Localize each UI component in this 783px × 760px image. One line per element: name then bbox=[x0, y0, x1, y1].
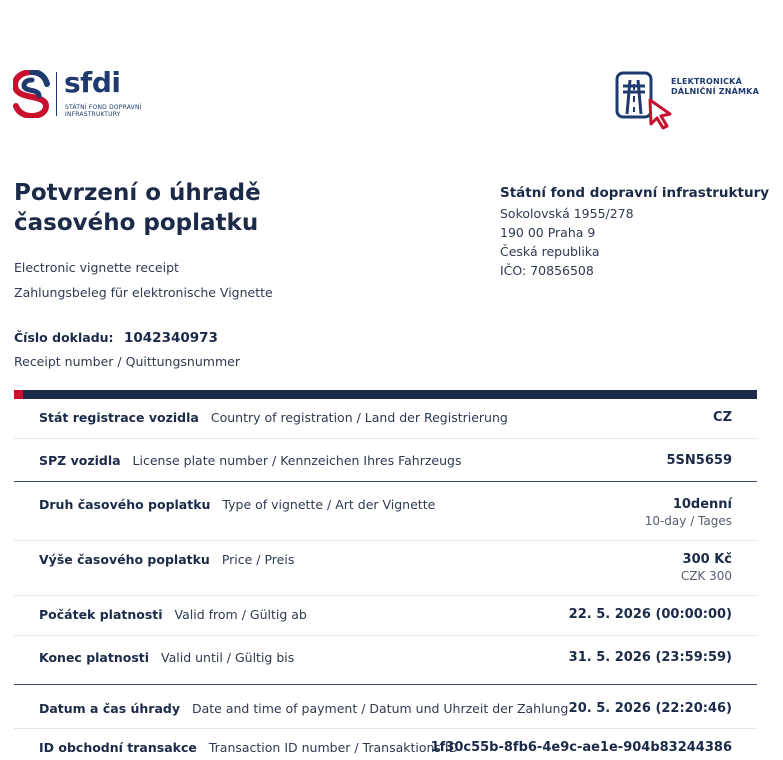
header-band-accent bbox=[14, 390, 23, 399]
row-divider bbox=[14, 595, 757, 596]
row-value: 22. 5. 2026 (00:00:00) bbox=[568, 607, 732, 622]
row-value: 5SN5659 bbox=[666, 453, 732, 468]
receipt-number-label: Číslo dokladu: bbox=[14, 330, 114, 345]
table-row bbox=[14, 605, 757, 635]
row-value: 20. 5. 2026 (22:20:46) bbox=[568, 701, 732, 716]
row-value-translation: 10-day / Tages bbox=[644, 514, 732, 528]
sfdi-logo-mark bbox=[13, 70, 51, 118]
row-value: 10denní bbox=[672, 497, 732, 512]
row-description: Price / Preis bbox=[221, 552, 295, 567]
table-row bbox=[14, 451, 757, 481]
receipt-number-translation: Receipt number / Quittungsnummer bbox=[14, 354, 240, 369]
table-row bbox=[14, 495, 757, 540]
row-divider bbox=[14, 438, 757, 439]
row-description: Date and time of payment / Datum und Uhrzeit der Zahlung bbox=[191, 701, 569, 716]
issuer-street: Sokolovská 1955/278 bbox=[500, 206, 634, 221]
row-value: 300 Kč bbox=[682, 552, 732, 567]
sfdi-logo-divider bbox=[56, 72, 57, 116]
title-english: Electronic vignette receipt bbox=[14, 260, 179, 275]
row-description: Type of vignette / Art der Vignette bbox=[222, 497, 436, 512]
row-label: ID obchodní transakce bbox=[39, 740, 197, 755]
row-label: Výše časového poplatku bbox=[39, 552, 210, 567]
row-divider bbox=[14, 728, 757, 729]
sfdi-logo-subtitle: STÁTNÍ FOND DOPRAVNÍ INFRASTRUKTURY bbox=[65, 104, 142, 118]
row-divider bbox=[14, 635, 757, 636]
row-divider bbox=[14, 540, 757, 541]
row-value: 31. 5. 2026 (23:59:59) bbox=[568, 650, 732, 665]
row-description: License plate number / Kennzeichen Ihres Fahrzeugs bbox=[132, 453, 462, 468]
row-value-translation: CZK 300 bbox=[680, 569, 732, 583]
page-title: Potvrzení o úhradě časového poplatku bbox=[14, 180, 261, 236]
row-label: SPZ vozidla bbox=[39, 453, 121, 468]
section-divider bbox=[14, 481, 757, 482]
row-description: Country of registration / Land der Registrierung bbox=[210, 410, 508, 425]
row-description: Valid from / Gültig ab bbox=[174, 607, 307, 622]
title-german: Zahlungsbeleg für elektronische Vignette bbox=[14, 285, 273, 300]
vignette-logo-text: ELEKTRONICKÁ DÁLNIČNÍ ZNÁMKA bbox=[671, 77, 759, 96]
row-description: Valid until / Gültig bis bbox=[161, 650, 295, 665]
receipt-number-value: 1042340973 bbox=[124, 330, 218, 346]
row-label: Stát registrace vozidla bbox=[39, 410, 199, 425]
issuer-country: Česká republika bbox=[500, 244, 600, 259]
section-divider bbox=[14, 684, 757, 685]
table-row bbox=[14, 408, 757, 438]
issuer-ico: IČO: 70856508 bbox=[500, 263, 594, 278]
row-value: CZ bbox=[713, 410, 732, 425]
row-label: Počátek platnosti bbox=[39, 607, 163, 622]
row-description: Transaction ID number / Transaktions ID bbox=[208, 740, 459, 755]
row-value: 1f30c55b-8fb6-4e9c-ae1e-904b83244386 bbox=[430, 740, 732, 755]
table-row bbox=[14, 699, 757, 729]
table-row bbox=[14, 648, 757, 678]
row-label: Datum a čas úhrady bbox=[39, 701, 180, 716]
table-row bbox=[14, 740, 757, 760]
header-band bbox=[14, 390, 757, 399]
highway-vignette-cursor-icon bbox=[614, 70, 674, 130]
issuer-name: Státní fond dopravní infrastruktury bbox=[500, 185, 770, 201]
table-row bbox=[14, 550, 757, 595]
sfdi-logo-text: sfdi bbox=[64, 66, 121, 99]
issuer-city: 190 00 Praha 9 bbox=[500, 225, 596, 240]
row-label: Druh časového poplatku bbox=[39, 497, 211, 512]
row-label: Konec platnosti bbox=[39, 650, 150, 665]
